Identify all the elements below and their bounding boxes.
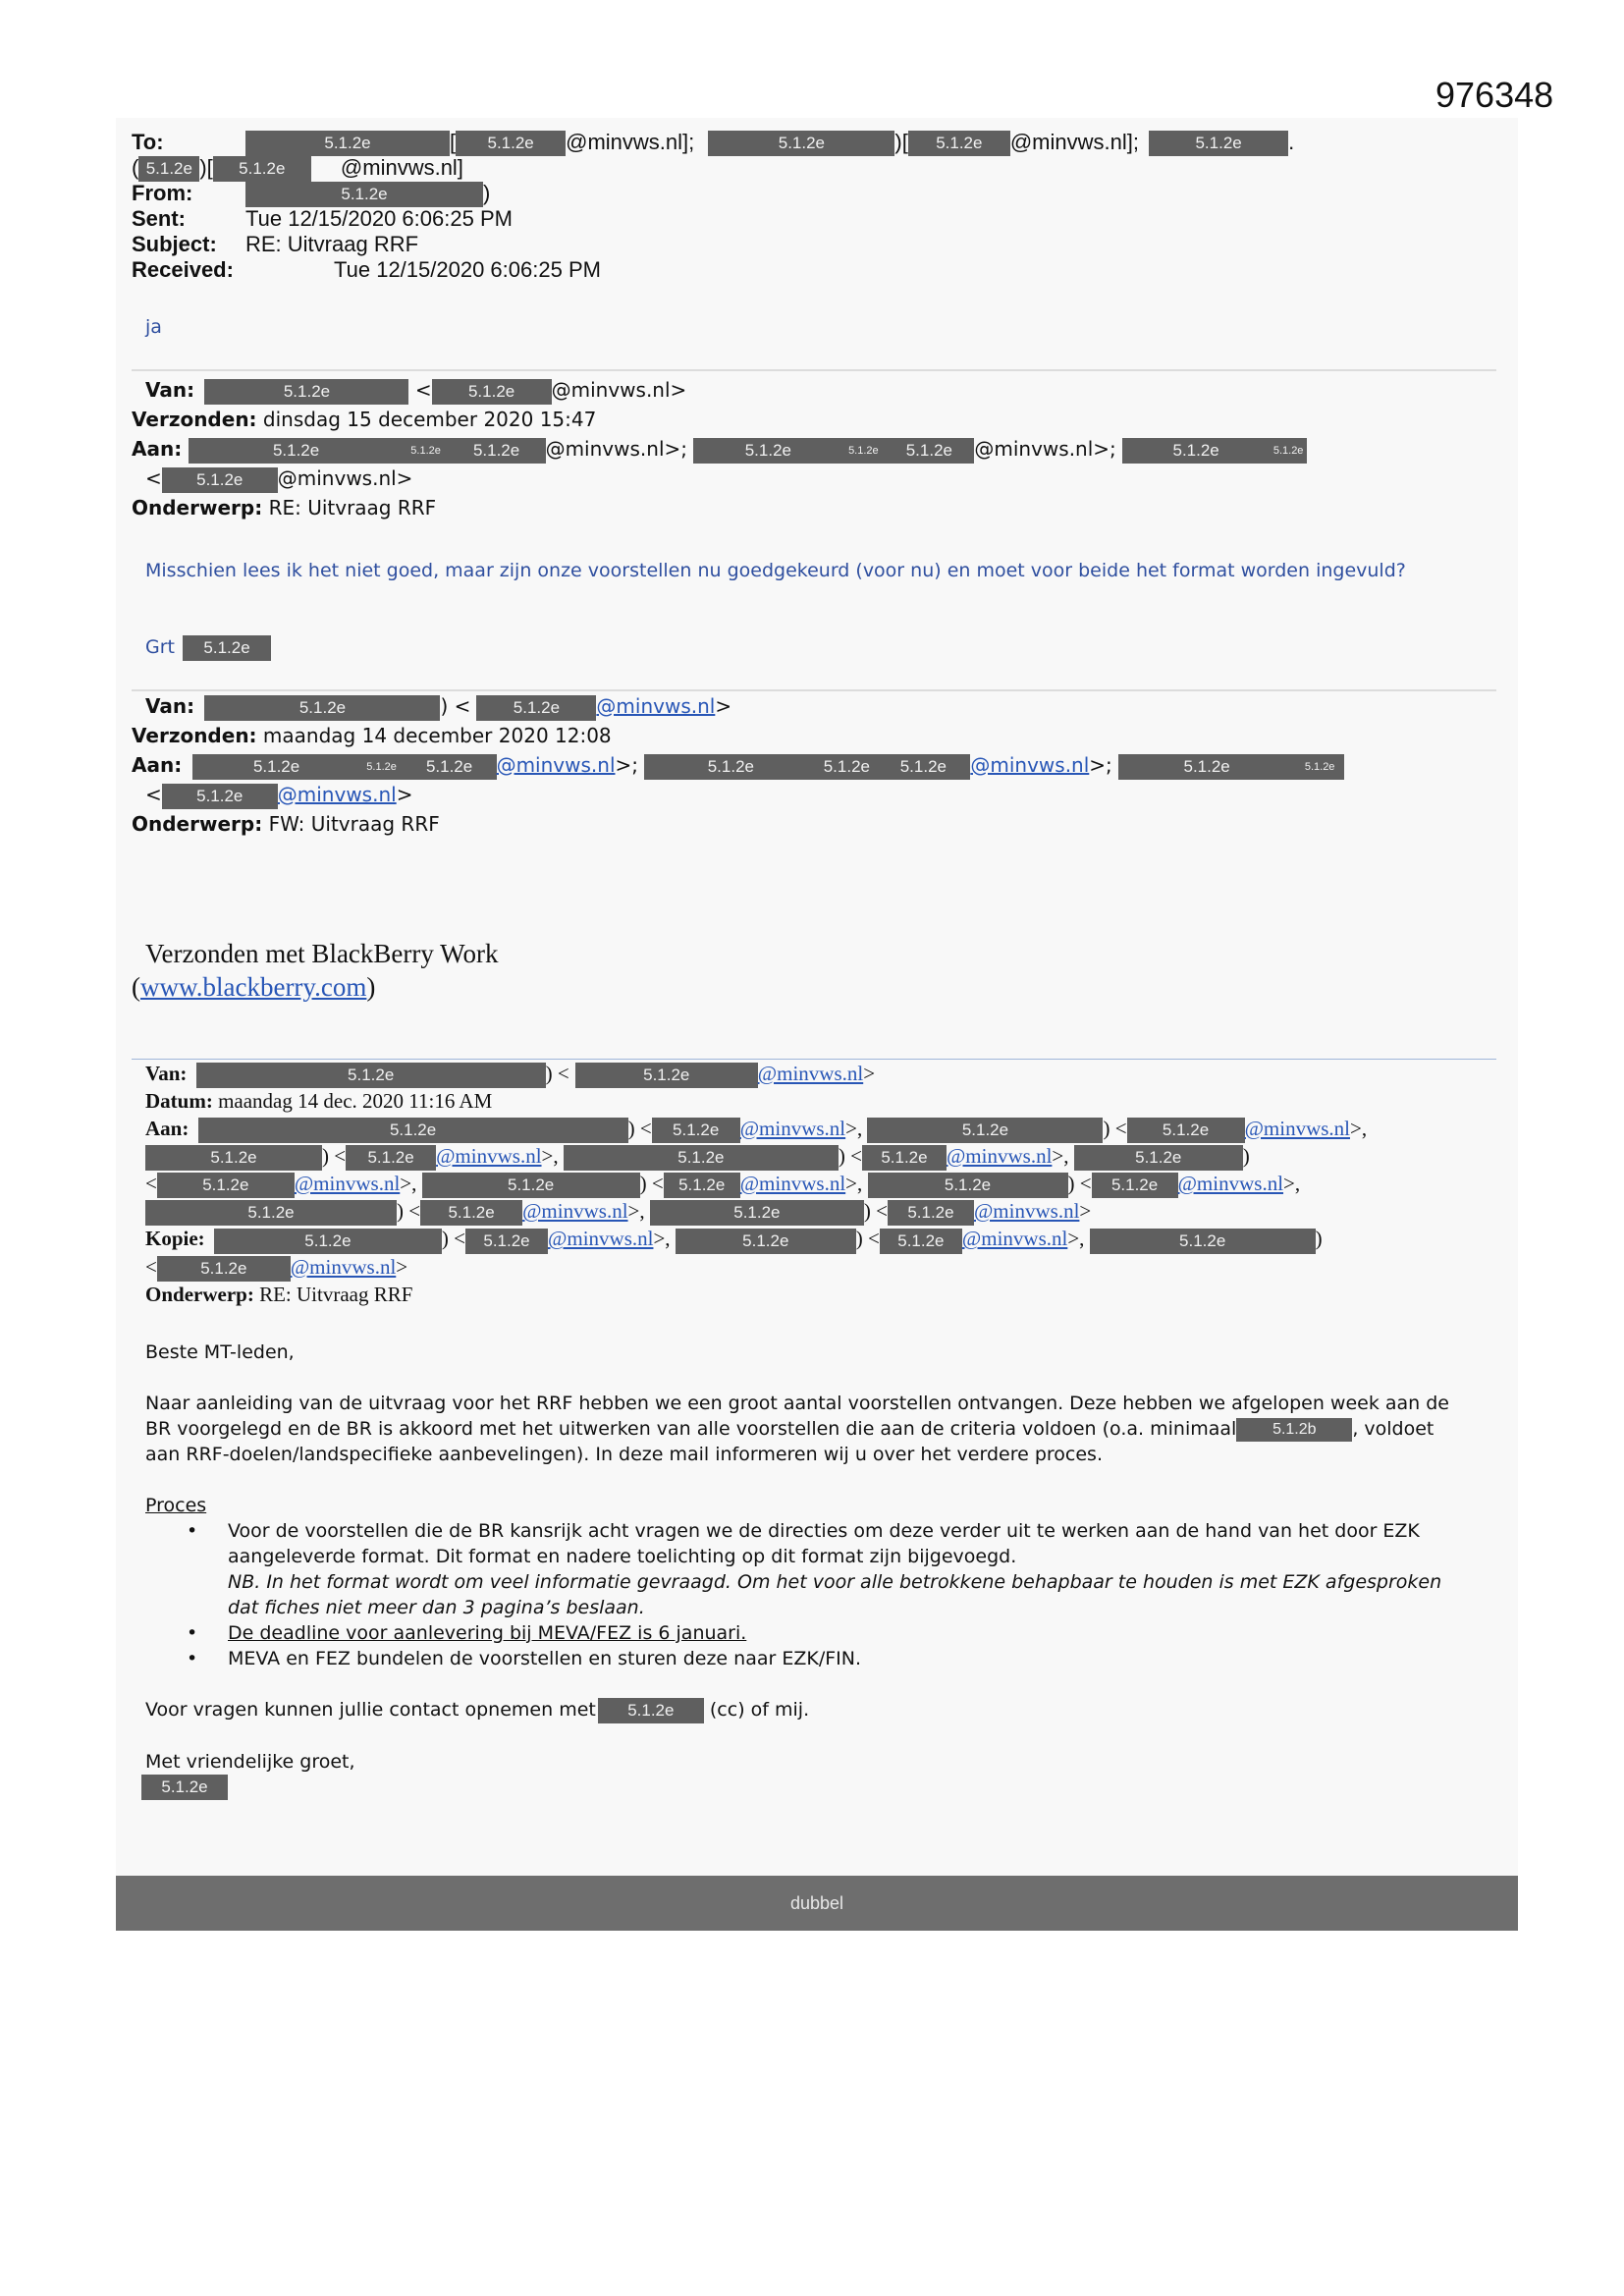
redaction: 5.1.2e (1090, 1229, 1316, 1254)
redaction: 5.1.2e (867, 1118, 1103, 1143)
onderwerp-label: Onderwerp: (132, 812, 263, 836)
redaction: 5.1.2e (138, 156, 199, 182)
list-item (145, 1620, 1461, 1646)
signoff (145, 634, 271, 661)
onderwerp-value: RE: Uitvraag RRF (268, 496, 437, 519)
paragraph-text: , voldoet aan RRF-doelen/landspecifieke aanbevelingen). In deze mail informeren wij u over het verdere proces. (145, 1418, 1435, 1465)
email-link[interactable]: @minvws.nl (961, 1227, 1068, 1251)
redaction: 5.1.2e (422, 1173, 640, 1198)
redaction: 5.1.2e (817, 754, 876, 780)
footer-bar: dubbel (116, 1876, 1518, 1931)
to-domain: @minvws.nl]; (566, 130, 695, 154)
redaction: 5.1.2e (676, 1229, 856, 1254)
to-label: To: (132, 130, 164, 154)
onderwerp-label: Onderwerp: (145, 1282, 254, 1306)
redaction: 5.1.2e (652, 1118, 740, 1143)
redaction: 5.1.2e (196, 1063, 546, 1088)
paragraph-text: Naar aanleiding van de uitvraag voor het RRF hebben we een groot aantal voorstellen ontvangen. Deze hebben we afgelopen week aan de BR voorgelegd en de BR is akkoord met het uitwerken van alle voorstellen die aan de criteria voldoen (o.a. (145, 1393, 1449, 1440)
redaction: 5.1.2e (476, 695, 596, 721)
proces-list (145, 1518, 1461, 1671)
subject-value: RE: Uitvraag RRF (245, 232, 419, 256)
closing: Met vriendelijke groet, (145, 1750, 355, 1773)
greeting: Beste MT-leden, (145, 1341, 295, 1363)
message-header: Van: 5.1.2e ) < 5.1.2e @minvws.nl> Datum: maandag 14 dec. 2020 11:16 AM Aan: 5.1.2e ) < 5.1.2e @minvws.nl>, 5.1.2e ) < 5.1.2e @minvws.nl>, 5.1.2e ) < 5.1.2e @minvws.nl>, 5.1.2e ) < 5.1.2e @minvws.nl>, 5.1.2e ) < 5.1.2e @minvws.nl>, 5.1.2e ) < 5.1.2e @minvws.nl>, 5.1.2e ) < 5.1.2e @minvws.nl>, 5.1.2e ) < 5.1.2e @minvws.nl>, 5.1.2e ) < 5.1.2e @minvws.nl> Kopie: 5.1.2e ) < 5.1.2e @minvws.nl>, 5.1.2e ) < 5.1.2e @minvws.nl>, 5.1.2e ) < 5.1.2e @minvws.nl> Onderwerp: RE: Uitvraag RRF (145, 1062, 1368, 1306)
redaction: 5.1.2e (141, 1775, 228, 1800)
onderwerp-value: RE: Uitvraag RRF (259, 1282, 413, 1306)
van-label: Van: (145, 378, 195, 402)
redaction: 5.1.2e (842, 438, 884, 464)
to-domain: @minvws.nl]; (1009, 130, 1139, 154)
redaction: 5.1.2e (888, 1200, 974, 1226)
email-link[interactable]: @minvws.nl (548, 1227, 654, 1251)
bullet-note: NB. In het format wordt om veel informatie gevraagd. Om het voor alle betrokkene behapbaar te houden is met EZK afgesproken dat fiches niet meer dan 3 pagina’s beslaan. (228, 1571, 1442, 1618)
redaction: 5.1.2e (192, 754, 361, 780)
contact-text: (cc) of mij. (709, 1699, 810, 1721)
email-link[interactable]: @minvws.nl (946, 1143, 1053, 1168)
redaction: 5.1.2e (1149, 131, 1288, 156)
redaction: 5.1.2e (708, 131, 894, 156)
verzonden-label: Verzonden: (132, 408, 257, 431)
email-link[interactable]: @minvws.nl (757, 1062, 864, 1085)
email-body (145, 1339, 1461, 1800)
bracket: )[ (199, 155, 213, 180)
redaction: 5.1.2e (405, 438, 448, 464)
redaction: 5.1.2e (1295, 754, 1344, 780)
datum-value: maandag 14 dec. 2020 11:16 AM (218, 1089, 493, 1114)
list-item (145, 1646, 1461, 1671)
van-domain: @minvws.nl> (551, 378, 687, 402)
email-link[interactable]: @minvws.nl (436, 1143, 542, 1168)
redaction: 5.1.2e (575, 1063, 758, 1088)
redaction: 5.1.2e (420, 1200, 522, 1226)
bullet-text: Voor de voorstellen die de BR kansrijk acht vragen we de directies om deze verder uit te werken aan de hand van het door EZK aangeleverde format. Dit format en nadere toelichting op dit format zijn bijgevoegd. (228, 1520, 1420, 1567)
onderwerp-label: Onderwerp: (132, 496, 263, 519)
redaction: 5.1.2e (1270, 438, 1307, 464)
redaction: 5.1.2e (162, 467, 278, 493)
bullet-text: MEVA en FEZ bundelen de voorstellen en sturen deze naar EZK/FIN. (228, 1648, 862, 1669)
subject-label: Subject: (132, 232, 217, 256)
email-link[interactable]: @minvws.nl (973, 1199, 1080, 1224)
verzonden-value: dinsdag 15 december 2020 15:47 (262, 408, 597, 431)
redaction: 5.1.2e (876, 754, 970, 780)
email-link[interactable]: @minvws.nl (277, 783, 397, 806)
redaction: 5.1.2e (465, 1229, 548, 1254)
paragraph-text: minimaal (1150, 1418, 1237, 1440)
email-link[interactable]: @minvws.nl (496, 753, 616, 777)
redaction: 5.1.2e (1122, 438, 1270, 464)
aan-domain: @minvws.nl> (277, 466, 413, 490)
blackberry-link[interactable]: www.blackberry.com (140, 972, 367, 1002)
verzonden-value: maandag 14 december 2020 12:08 (262, 724, 612, 747)
email-link[interactable]: @minvws.nl (294, 1172, 401, 1196)
redaction: 5.1.2e (456, 131, 566, 156)
redaction: 5.1.2e (598, 1698, 704, 1723)
document-number: 976348 (1435, 75, 1554, 115)
email-link[interactable]: @minvws.nl (522, 1199, 628, 1224)
van-label: Van: (145, 694, 195, 718)
redaction: 5.1.2e (880, 1229, 962, 1254)
redaction: 5.1.2e (908, 131, 1010, 156)
bullet: • (187, 1648, 198, 1669)
redaction: 5.1.2e (862, 1145, 947, 1171)
bracket: ( (132, 155, 139, 180)
email-link[interactable]: @minvws.nl (1177, 1172, 1284, 1196)
aan-label: Aan: (132, 437, 183, 461)
bracket: ) (483, 181, 491, 205)
sent-value: Tue 12/15/2020 6:06:25 PM (245, 206, 513, 231)
redaction: 5.1.2e (361, 754, 403, 780)
redaction: 5.1.2e (157, 1173, 295, 1198)
contact-line (145, 1697, 1461, 1723)
bullet-text: De deadline voor aanlevering bij MEVA/FEZ is 6 januari. (228, 1622, 747, 1644)
email-link[interactable]: @minvws.nl (596, 694, 716, 718)
datum-label: Datum: (145, 1089, 213, 1114)
message-header: Van: 5.1.2e ) < 5.1.2e @minvws.nl> Verzonden: maandag 14 december 2020 12:08 Aan: 5.1.2e 5.1.2e 5.1.2e @minvws.nl>; 5.1.2e 5.1.2e 5.1.2e @minvws.nl>; 5.1.2e 5.1.2e < 5.1.2e @minvws.nl> Onderwerp: FW: Uitvraag RRF (132, 691, 1506, 839)
redaction: 5.1.2e (183, 635, 271, 661)
redaction: 5.1.2e (644, 754, 817, 780)
proces-heading: Proces (145, 1495, 207, 1516)
aan-label: Aan: (145, 1116, 189, 1140)
redaction: 5.1.2e (204, 695, 440, 721)
signoff-text: Grt (145, 636, 175, 658)
received-label: Received: (132, 257, 234, 282)
redaction: 5.1.2e (1118, 754, 1295, 780)
redaction: 5.1.2e (145, 1200, 397, 1226)
redaction: 5.1.2e (189, 438, 405, 464)
aan-domain: @minvws.nl>; (974, 437, 1116, 461)
message-header: Van: 5.1.2e < 5.1.2e @minvws.nl> Verzonden: dinsdag 15 december 2020 15:47 Aan: 5.1.2e 5.1.2e 5.1.2e @minvws.nl>; 5.1.2e 5.1.2e 5.1.2e @minvws.nl>; 5.1.2e 5.1.2e < 5.1.2e @minvws.nl> Onderwerp: RE: Uitvraag RRF (132, 375, 1506, 522)
redaction: 5.1.2e (1074, 1145, 1243, 1171)
redaction: 5.1.2e (403, 754, 497, 780)
redaction: 5.1.2e (1127, 1118, 1245, 1143)
email-link[interactable]: @minvws.nl (739, 1116, 846, 1140)
received-value: Tue 12/15/2020 6:06:25 PM (334, 257, 601, 282)
paragraph (145, 1391, 1461, 1467)
redaction: 5.1.2e (564, 1145, 839, 1171)
redaction: 5.1.2e (198, 1118, 628, 1143)
redaction: 5.1.2e (245, 131, 450, 156)
redaction: 5.1.2e (162, 784, 278, 809)
redaction: 5.1.2e (664, 1173, 740, 1198)
separator (132, 369, 1496, 371)
redaction: 5.1.2e (157, 1256, 291, 1282)
verzonden-label: Verzonden: (132, 724, 257, 747)
reply-body: ja (145, 316, 162, 338)
from-label: From: (132, 181, 193, 205)
list-item (145, 1518, 1461, 1620)
aan-label: Aan: (132, 753, 183, 777)
email-link[interactable]: @minvws.nl (739, 1172, 846, 1196)
redaction: 5.1.2e (145, 1145, 322, 1171)
redaction: 5.1.2e (868, 1173, 1068, 1198)
redaction: 5.1.2e (650, 1200, 864, 1226)
to-domain: @minvws.nl] (340, 155, 463, 180)
sent-label: Sent: (132, 206, 186, 231)
redaction: 5.1.2e (213, 156, 311, 182)
contact-text: Voor vragen kunnen jullie contact opnemen met (145, 1699, 596, 1721)
redaction: 5.1.2e (204, 379, 408, 405)
blackberry-link-line: (www.blackberry.com) (132, 972, 376, 1002)
email-link[interactable]: @minvws.nl (290, 1254, 397, 1279)
bullet: • (187, 1622, 198, 1644)
kopie-label: Kopie: (145, 1227, 205, 1251)
onderwerp-value: FW: Uitvraag RRF (268, 812, 440, 836)
bracket: [ (450, 130, 457, 154)
bullet: • (187, 1520, 198, 1542)
email-link[interactable]: @minvws.nl (1244, 1116, 1350, 1140)
blackberry-signature: Verzonden met BlackBerry Work (145, 939, 499, 968)
bracket: )[ (894, 130, 908, 154)
message-body: Misschien lees ik het niet goed, maar zijn onze voorstellen nu goedgekeurd (voor nu) en moet voor beide het format worden ingevuld? (145, 560, 1406, 581)
punctuation: . (1288, 130, 1295, 154)
separator (132, 1059, 1496, 1060)
redaction: 5.1.2b (1236, 1418, 1352, 1442)
redaction: 5.1.2e (214, 1229, 442, 1254)
aan-domain: @minvws.nl>; (545, 437, 687, 461)
van-label: Van: (145, 1062, 188, 1085)
redaction: 5.1.2e (346, 1145, 436, 1171)
redaction: 5.1.2e (1092, 1173, 1178, 1198)
redaction: 5.1.2e (448, 438, 546, 464)
header-block (132, 130, 1408, 283)
redaction: 5.1.2e (693, 438, 842, 464)
email-link[interactable]: @minvws.nl (970, 753, 1090, 777)
redaction: 5.1.2e (432, 379, 552, 405)
redaction: 5.1.2e (245, 182, 483, 207)
redaction: 5.1.2e (884, 438, 974, 464)
